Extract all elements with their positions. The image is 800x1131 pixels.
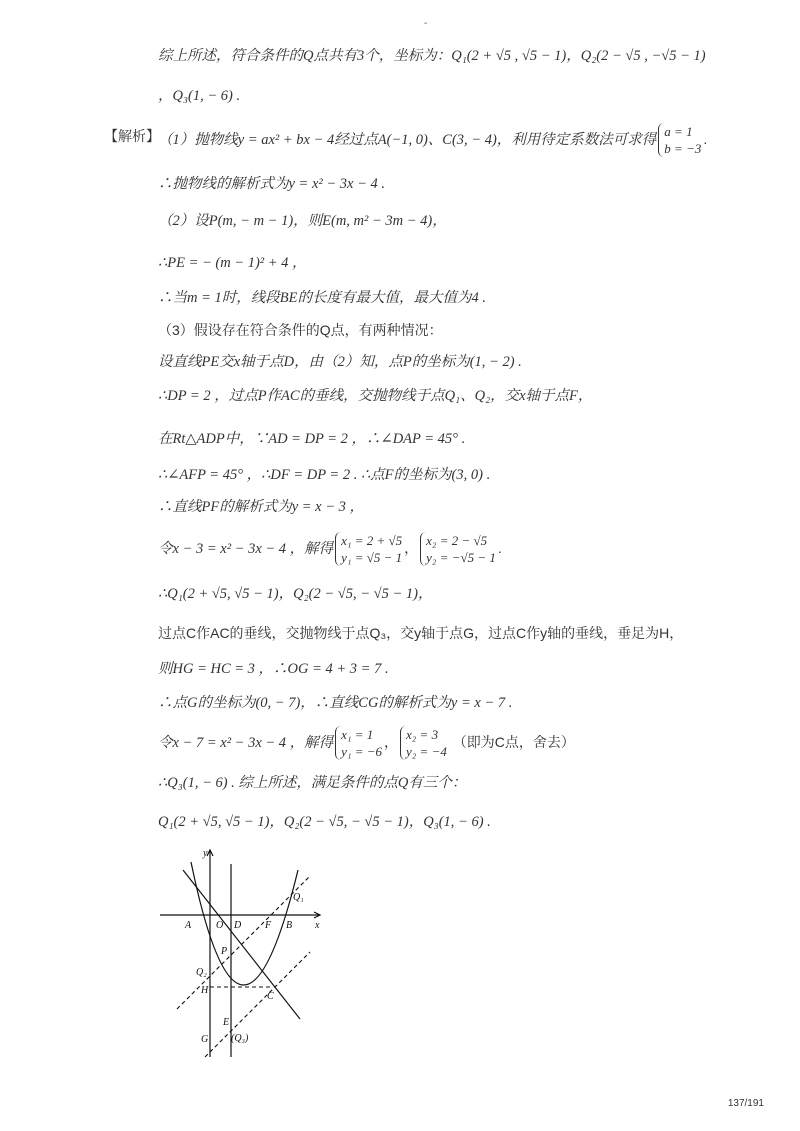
- text-line-6: ∴PE = − (m − 1)² + 4 ，: [158, 255, 307, 271]
- system-2-row2: y₂ = −√5 − 1: [426, 550, 496, 566]
- text-line-8: （3）假设存在符合条件的Q点，有两种情况：: [158, 322, 443, 338]
- system-1-row1: x₁ = 2 + √5: [341, 533, 403, 549]
- text-line-19-a: 令x − 7 = x² − 3x − 4 ，解得: [158, 735, 334, 751]
- text-line-10: ∴DP = 2 ，过点P作AC的垂线，交抛物线于点Q₁、Q₂，交x轴于点F，: [158, 388, 593, 404]
- system-1-row2: y₁ = √5 − 1: [341, 550, 403, 566]
- text-line-5: （2）设P(m, − m − 1)，则E(m, m² − 3m − 4)，: [158, 213, 447, 229]
- label-p: P: [221, 946, 228, 957]
- label-q2: Q₂: [196, 967, 207, 978]
- geometry-figure: [155, 842, 335, 1062]
- text-line-14: [158, 528, 502, 569]
- system-1: [335, 532, 402, 566]
- text-line-9: 设直线PE交x轴于点D，由（2）知，点P的坐标为(1, − 2) .: [158, 354, 522, 370]
- label-o: O: [216, 920, 224, 931]
- label-d: D: [234, 920, 242, 931]
- text-line-3-b: .: [703, 131, 708, 147]
- label-q3: (Q₃): [231, 1033, 249, 1044]
- text-line-20: ∴Q₃(1, − 6) . 综上所述，满足条件的点Q有三个：: [158, 775, 467, 791]
- text-line-17: 则HG = HC = 3 ，∴OG = 4 + 3 = 7 .: [158, 661, 389, 677]
- label-e: E: [223, 1017, 230, 1028]
- system-2: [420, 532, 496, 566]
- line-cg: [205, 952, 310, 1057]
- label-c: C: [267, 991, 274, 1002]
- text-line-13: ∴直线PF的解析式为y = x − 3 ，: [158, 499, 365, 515]
- system-3: [335, 726, 382, 760]
- text-line-14-a: 令x − 3 = x² − 3x − 4 ，解得: [158, 541, 334, 557]
- system-2-row1: x₂ = 2 − √5: [426, 533, 488, 549]
- text-line-12: ∴∠AFP = 45° ，∴DF = DP = 2 . ∴点F的坐标为(3, 0) .: [158, 467, 491, 483]
- text-line-14-b: .: [497, 540, 502, 556]
- text-line-18: ∴点G的坐标为(0, − 7)，∴直线CG的解析式为y = x − 7 .: [158, 695, 513, 711]
- label-h: H: [201, 985, 209, 996]
- label-g: G: [201, 1034, 209, 1045]
- system-3-row1: x₁ = 1: [341, 727, 374, 743]
- label-x: x: [315, 920, 320, 931]
- text-line-11: 在Rt△ADP中，∵AD = DP = 2 ，∴∠DAP = 45° .: [158, 431, 466, 447]
- text-line-21: Q₁(2 + √5, √5 − 1)，Q₂(2 − √5, − √5 − 1)，Q₃(1, − 6) .: [158, 814, 491, 830]
- analysis-tag: 【解析】: [104, 128, 160, 144]
- system-4-row2: y₂ = −4: [406, 744, 447, 760]
- text-line-7: ∴当m = 1时，线段BE的长度有最大值，最大值为4 .: [158, 290, 486, 306]
- page-number: 137/191: [727, 1098, 764, 1109]
- header-mark: -: [424, 18, 428, 29]
- system-separator-2: ，: [384, 734, 399, 750]
- label-b: B: [286, 920, 293, 931]
- text-line-1: 综上所述，符合条件的Q点共有3个，坐标为：Q₁(2 + √5 , √5 − 1)，Q₂(2 − √5 , −√5 − 1): [158, 48, 706, 64]
- system-separator: ，: [404, 540, 419, 556]
- system-ab-row2: b = −3: [664, 141, 702, 157]
- system-3-row2: y₁ = −6: [341, 744, 383, 760]
- label-a: A: [185, 920, 192, 931]
- text-line-16: 过点C作AC的垂线，交抛物线于点Q₃，交y轴于点G，过点C作y轴的垂线，垂足为H，: [158, 625, 684, 641]
- text-line-4: ∴抛物线的解析式为y = x² − 3x − 4 .: [158, 176, 386, 192]
- system-4: [400, 726, 447, 760]
- text-line-15: ∴Q₁(2 + √5, √5 − 1)，Q₂(2 − √5, − √5 − 1)，: [158, 586, 433, 602]
- text-line-19-b: （即为C点，舍去）: [452, 734, 575, 750]
- label-y: y: [203, 848, 208, 859]
- text-line-2: ，Q₃(1, − 6) .: [158, 88, 241, 104]
- label-f: F: [265, 920, 272, 931]
- text-line-19: [158, 722, 575, 763]
- text-line-3: [158, 122, 707, 157]
- system-ab-row1: a = 1: [664, 124, 693, 140]
- system-4-row1: x₂ = 3: [406, 727, 439, 743]
- line-pf: [177, 876, 310, 1009]
- system-ab: [658, 123, 701, 157]
- parabola: [191, 862, 298, 985]
- label-q1: Q₁: [293, 892, 304, 903]
- text-line-3-a: （1）抛物线y = ax² + bx − 4经过点A(−1, 0)、C(3, − 4)，利用待定系数法可求得: [158, 132, 657, 148]
